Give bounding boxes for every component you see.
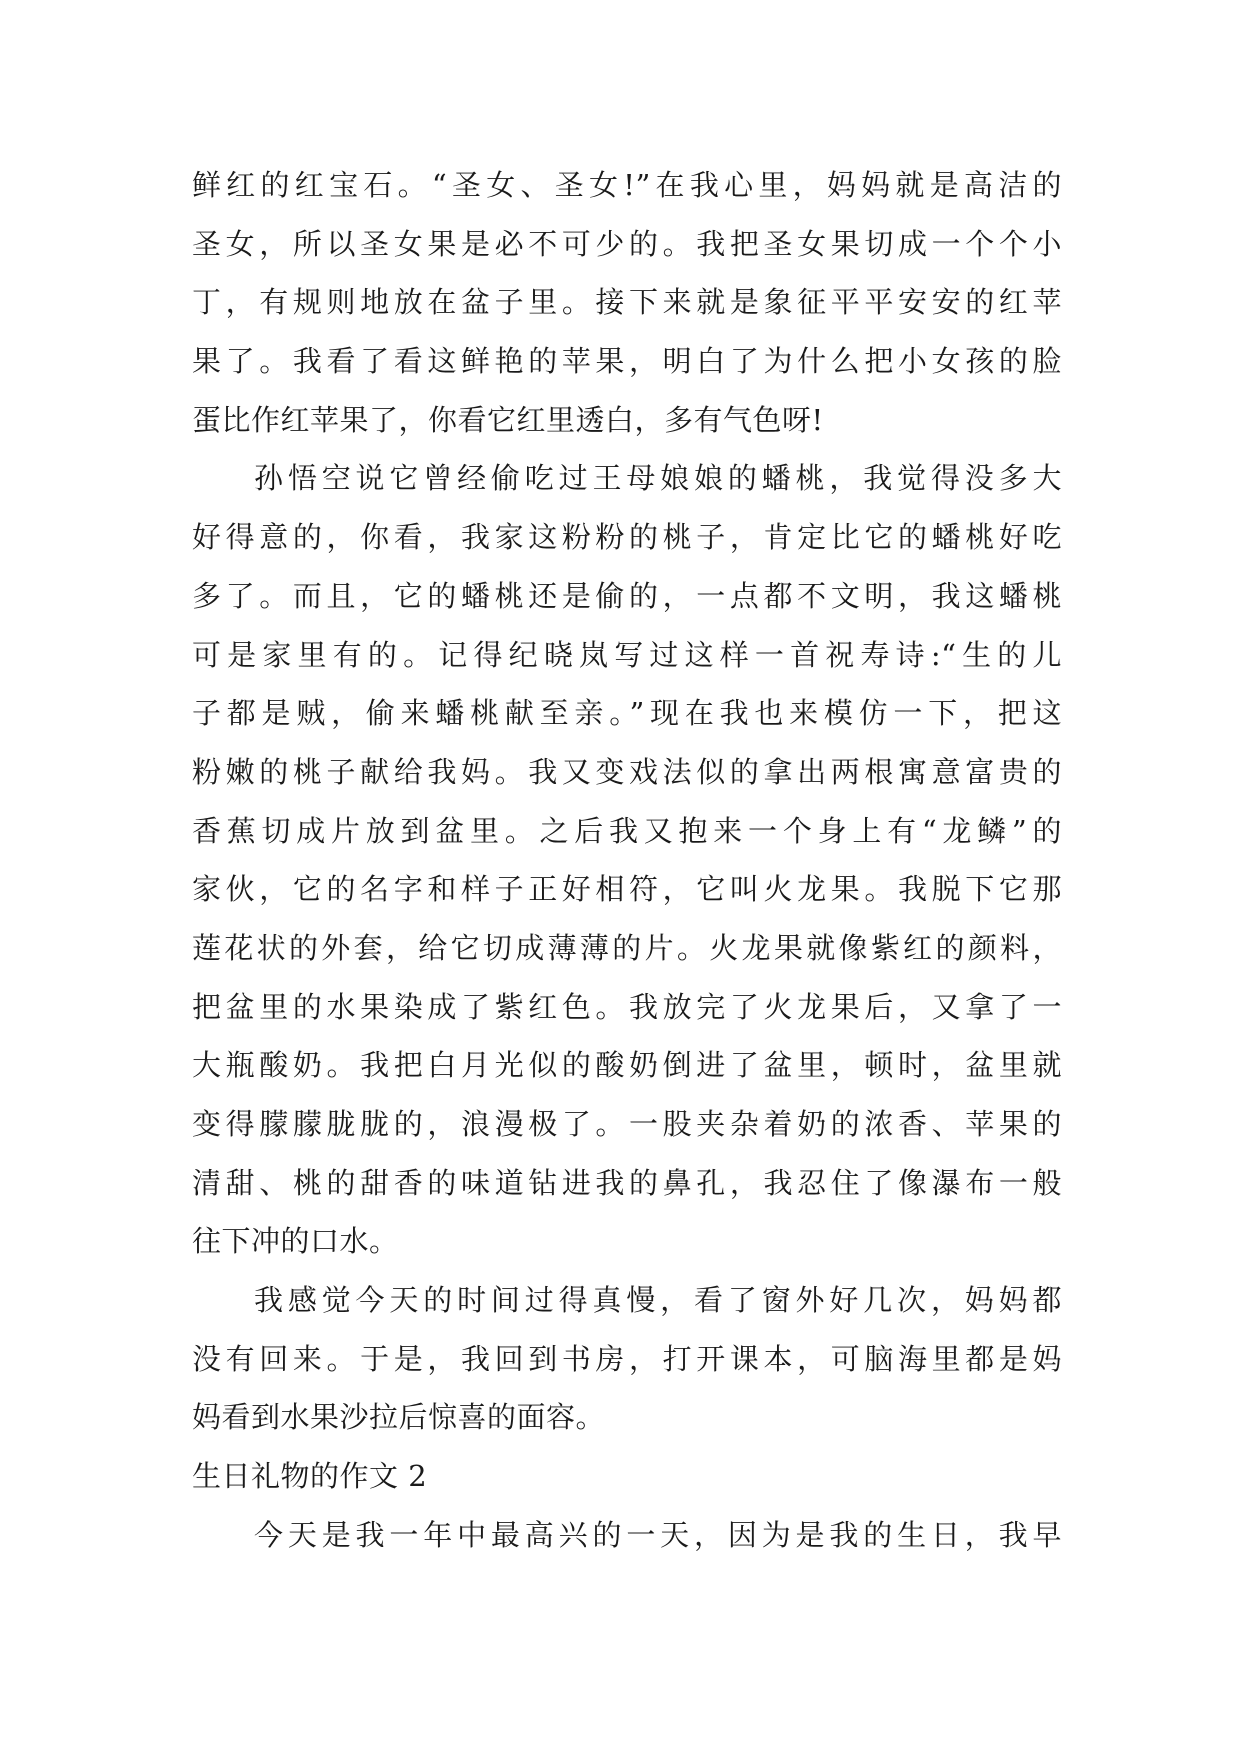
paragraph [192,156,1062,449]
text-line: 变得朦朦胧胧的，浪漫极了。一股夹杂着奶的浓香、苹果的 [192,1107,1062,1141]
text-line: 粉嫩的桃子献给我妈。我又变戏法似的拿出两根寓意富贵的 [192,754,1062,789]
text-line: 可是家里有的。记得纪晓岚写过这样一首祝寿诗:“生的儿 [192,637,1062,672]
text-line: 子都是贼，偷来蟠桃献至亲。”现在我也来模仿一下，把这 [192,696,1062,731]
text-line: 果了。我看了看这鲜艳的苹果，明白了为什么把小女孩的脸 [192,344,1062,379]
text-line: 好得意的，你看，我家这粉粉的桃子，肯定比它的蟠桃好吃 [192,520,1062,555]
text-line: 蛋比作红苹果了，你看它红里透白，多有气色呀! [192,402,824,437]
text-line: 大瓶酸奶。我把白月光似的酸奶倒进了盆里，顿时，盆里就 [192,1048,1062,1083]
text-line: 把盆里的水果染成了紫红色。我放完了火龙果后，又拿了一 [192,989,1062,1024]
text-line: 多了。而且，它的蟠桃还是偷的，一点都不文明，我这蟠桃 [192,578,1062,613]
text-line: 丁，有规则地放在盆子里。接下来就是象征平平安安的红苹 [192,285,1062,320]
text-line: 我感觉今天的时间过得真慢，看了窗外好几次，妈妈都 [254,1283,1062,1318]
paragraph [192,449,1062,1271]
text-line: 鲜红的红宝石。“圣女、圣女!”在我心里，妈妈就是高洁的 [192,168,1062,202]
text-line: 家伙，它的名字和样子正好相符，它叫火龙果。我脱下它那 [192,872,1062,907]
text-line: 妈看到水果沙拉后惊喜的面容。 [192,1400,606,1435]
paragraph [192,1271,1062,1447]
section-heading: 生日礼物的作文 2 [192,1459,428,1494]
text-line: 往下冲的口水。 [192,1224,399,1259]
text-line: 今天是我一年中最高兴的一天，因为是我的生日，我早 [254,1517,1062,1552]
text-line: 没有回来。于是，我回到书房，打开课本，可脑海里都是妈 [192,1341,1062,1376]
text-line: 孙悟空说它曾经偷吃过王母娘娘的蟠桃，我觉得没多大 [254,461,1062,496]
document-body [192,156,1062,1565]
text-line: 圣女，所以圣女果是必不可少的。我把圣女果切成一个个小 [192,226,1062,261]
text-line: 清甜、桃的甜香的味道钻进我的鼻孔，我忍住了像瀑布一般 [192,1165,1062,1200]
text-line: 莲花状的外套，给它切成薄薄的片。火龙果就像紫红的颜料， [192,930,1062,965]
paragraph [192,1506,1062,1565]
text-line: 香蕉切成片放到盆里。之后我又抱来一个身上有“龙鳞”的 [192,813,1062,848]
